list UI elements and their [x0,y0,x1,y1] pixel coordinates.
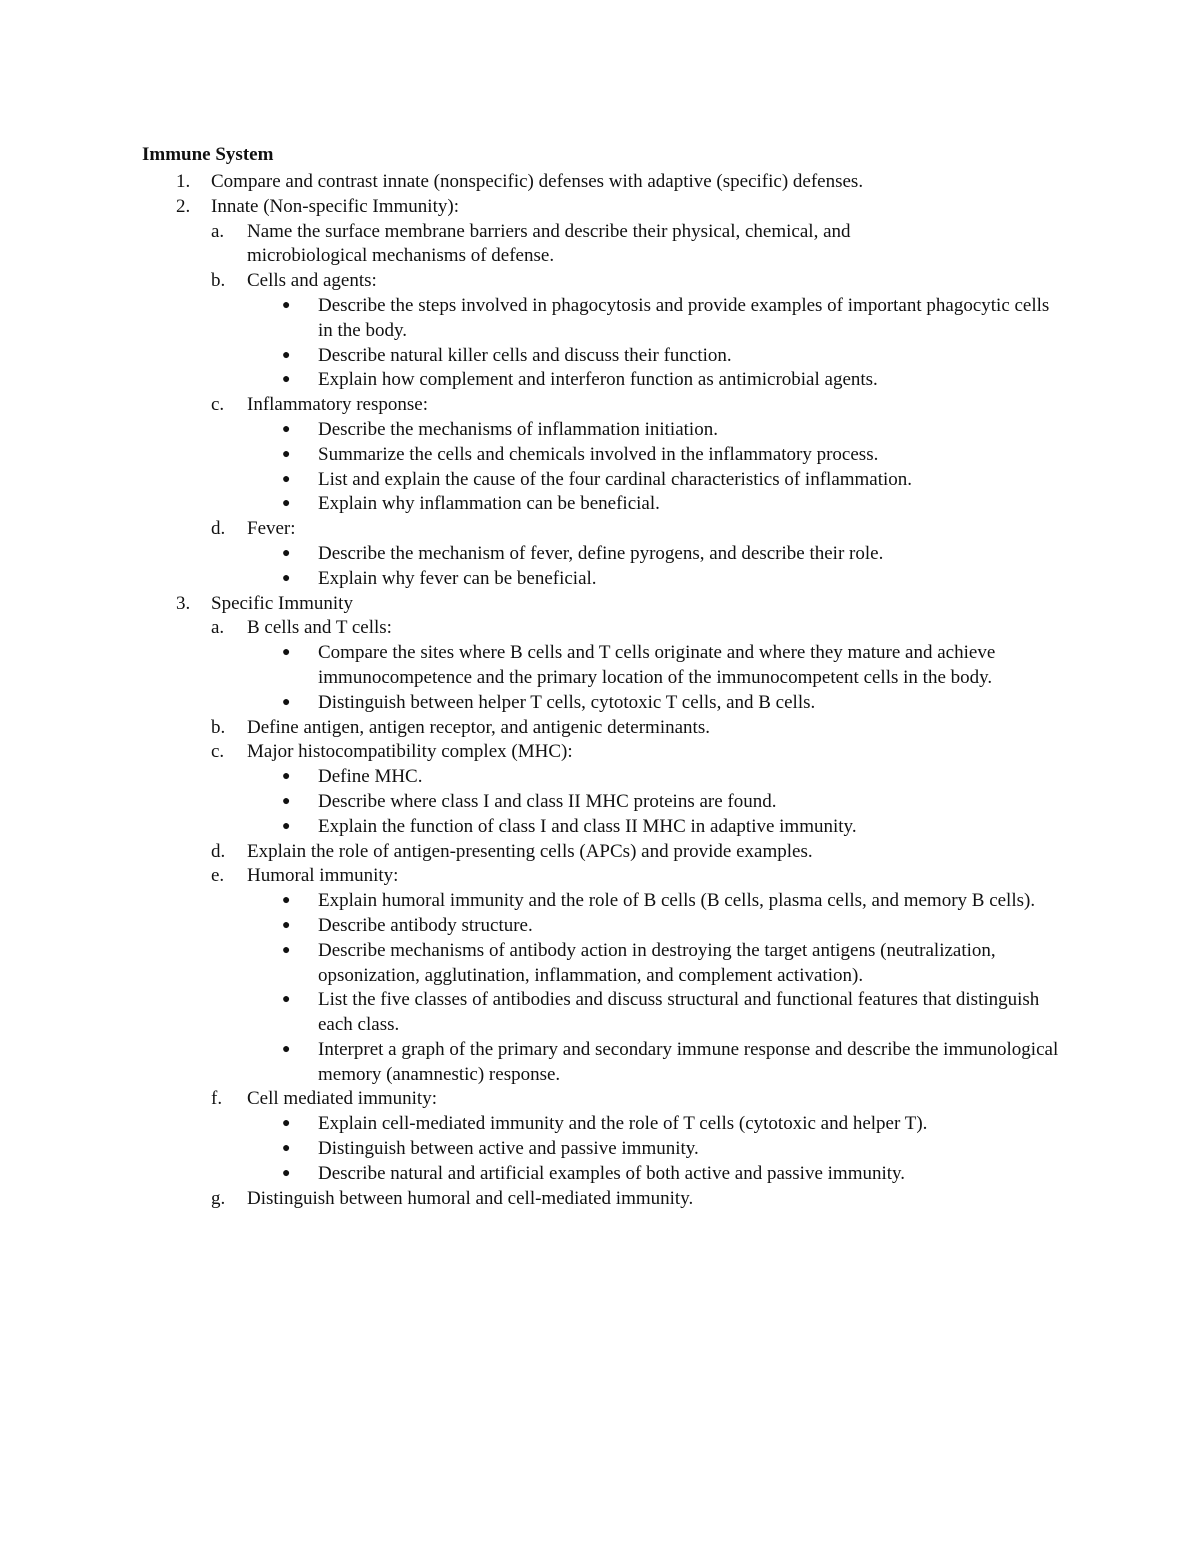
bullet-item [0,344,1200,369]
bullet-item [0,443,1200,468]
bullet-item [0,468,1200,493]
list-item-text: Describe the mechanisms of inflammation initiation. [318,418,718,440]
bullet-item [0,641,1200,691]
bullet-icon: ● [282,818,291,834]
list-marker: 1. [176,171,191,192]
list-marker: c. [211,741,225,763]
list-item-text: Distinguish between helper T cells, cytotoxic T cells, and B cells. [318,691,816,713]
sub-list-item [0,1187,1200,1212]
bullet-item [0,1038,1200,1088]
bullet-item [0,988,1200,1038]
bullet-icon: ● [282,1041,291,1057]
bullet-item [0,1137,1200,1162]
list-item [0,592,1200,617]
list-item-text: Describe mechanisms of antibody action in destroying the target antigens (neutralization, opsonization, agglutination, inflammation, and complement activation). [318,939,996,986]
list-item-text: List and explain the cause of the four cardinal characteristics of inflammation. [318,468,913,490]
bullet-item [0,765,1200,790]
list-item-text: Compare the sites where B cells and T cells originate and where they mature and achieve immunocompetence and the primary location of the immunocompetent cells in the body. [318,642,996,688]
bullet-icon: ● [282,570,291,586]
bullet-icon: ● [282,545,291,561]
bullet-item [0,790,1200,815]
bullet-item [0,889,1200,914]
list-item-text: Explain how complement and interferon function as antimicrobial agents. [318,369,878,391]
list-item [0,170,1200,195]
list-marker: c. [211,394,225,416]
bullet-item [0,691,1200,716]
sub-list-item [0,517,1200,542]
list-item-text: Describe natural killer cells and discuss their function. [318,344,732,366]
list-item-text: Describe the steps involved in phagocytosis and provide examples of important phagocytic cells in the body. [318,294,1050,341]
list-item-text: Compare and contrast innate (nonspecific) defenses with adaptive (specific) defenses. [211,171,864,192]
bullet-icon: ● [282,1141,291,1157]
bullet-item [0,815,1200,840]
list-item-text: Innate (Non-specific Immunity): [211,195,459,217]
outline-list [0,170,1200,1211]
list-marker: d. [211,518,226,540]
list-item-text: Major histocompatibility complex (MHC): [247,741,573,763]
bullet-icon: ● [282,471,291,487]
list-item-text: Summarize the cells and chemicals involved in the inflammatory process. [318,443,879,465]
list-marker: a. [211,220,225,242]
bullet-icon: ● [282,942,291,958]
list-marker: b. [211,270,226,292]
sub-list-item [0,1087,1200,1112]
list-item-text: Inflammatory response: [247,394,428,416]
list-marker: 2. [176,195,191,217]
list-item-text: B cells and T cells: [247,617,392,639]
bullet-item [0,939,1200,989]
list-item-text: Describe the mechanism of fever, define pyrogens, and describe their role. [318,542,884,564]
list-item-text: Distinguish between active and passive immunity. [318,1138,699,1160]
list-item-text: Humoral immunity: [247,865,399,887]
bullet-icon: ● [282,297,291,313]
bullet-icon: ● [282,992,291,1008]
list-item-text: Explain the role of antigen-presenting cells (APCs) and provide examples. [247,840,813,862]
list-item-text: Define antigen, antigen receptor, and antigenic determinants. [247,716,710,738]
bullet-icon: ● [282,446,291,462]
bullet-icon: ● [282,1165,291,1181]
list-item-text: List the five classes of antibodies and discuss structural and functional features that distinguish each class. [318,989,1040,1036]
bullet-item [0,492,1200,517]
sub-list-item [0,864,1200,889]
page-title: Immune System [142,144,274,165]
bullet-icon: ● [282,496,291,512]
list-item-text: Explain humoral immunity and the role of B cells (B cells, plasma cells, and memory B cells). [318,890,1036,912]
bullet-icon: ● [282,347,291,363]
list-marker: b. [211,716,226,738]
bullet-item [0,1162,1200,1187]
list-marker: e. [211,865,225,887]
list-marker: g. [211,1187,226,1209]
bullet-icon: ● [282,793,291,809]
list-item-text: Describe antibody structure. [318,914,533,936]
bullet-icon: ● [282,372,291,388]
list-marker: d. [211,840,226,862]
bullet-item [0,542,1200,567]
list-item-text: Name the surface membrane barriers and describe their physical, chemical, and microbiological mechanisms of defense. [247,220,851,267]
bullet-item [0,294,1200,344]
bullet-item [0,1112,1200,1137]
bullet-item [0,418,1200,443]
list-item-text: Explain why inflammation can be beneficial. [318,493,660,515]
list-item [0,195,1200,220]
sub-list-item [0,716,1200,741]
list-item-text: Explain why fever can be beneficial. [318,567,597,589]
list-marker: f. [211,1088,223,1110]
list-item-text: Describe where class I and class II MHC proteins are found. [318,790,777,812]
list-item-text: Define MHC. [318,766,423,788]
sub-list-item [0,220,1200,270]
sub-list-item [0,740,1200,765]
list-marker: 3. [176,592,191,614]
sub-list-item [0,393,1200,418]
list-item-text: Specific Immunity [211,592,353,614]
sub-list-item [0,616,1200,641]
bullet-icon: ● [282,645,291,661]
bullet-item [0,914,1200,939]
list-item-text: Interpret a graph of the primary and secondary immune response and describe the immunological memory (anamnestic) response. [318,1038,1059,1085]
bullet-icon: ● [282,421,291,437]
bullet-icon: ● [282,1116,291,1132]
list-marker: a. [211,617,225,639]
list-item-text: Describe natural and artificial examples of both active and passive immunity. [318,1162,906,1184]
list-item-text: Fever: [247,518,296,540]
bullet-item [0,567,1200,592]
sub-list-item [0,269,1200,294]
bullet-icon: ● [282,917,291,933]
bullet-item [0,368,1200,393]
list-item-text: Explain the function of class I and class II MHC in adaptive immunity. [318,815,857,837]
list-item-text: Distinguish between humoral and cell-mediated immunity. [247,1187,694,1209]
bullet-icon: ● [282,893,291,909]
sub-list-item [0,840,1200,865]
list-item-text: Cells and agents: [247,270,377,292]
list-item-text: Explain cell-mediated immunity and the role of T cells (cytotoxic and helper T). [318,1113,928,1135]
list-item-text: Cell mediated immunity: [247,1088,437,1110]
bullet-icon: ● [282,769,291,785]
bullet-icon: ● [282,694,291,710]
